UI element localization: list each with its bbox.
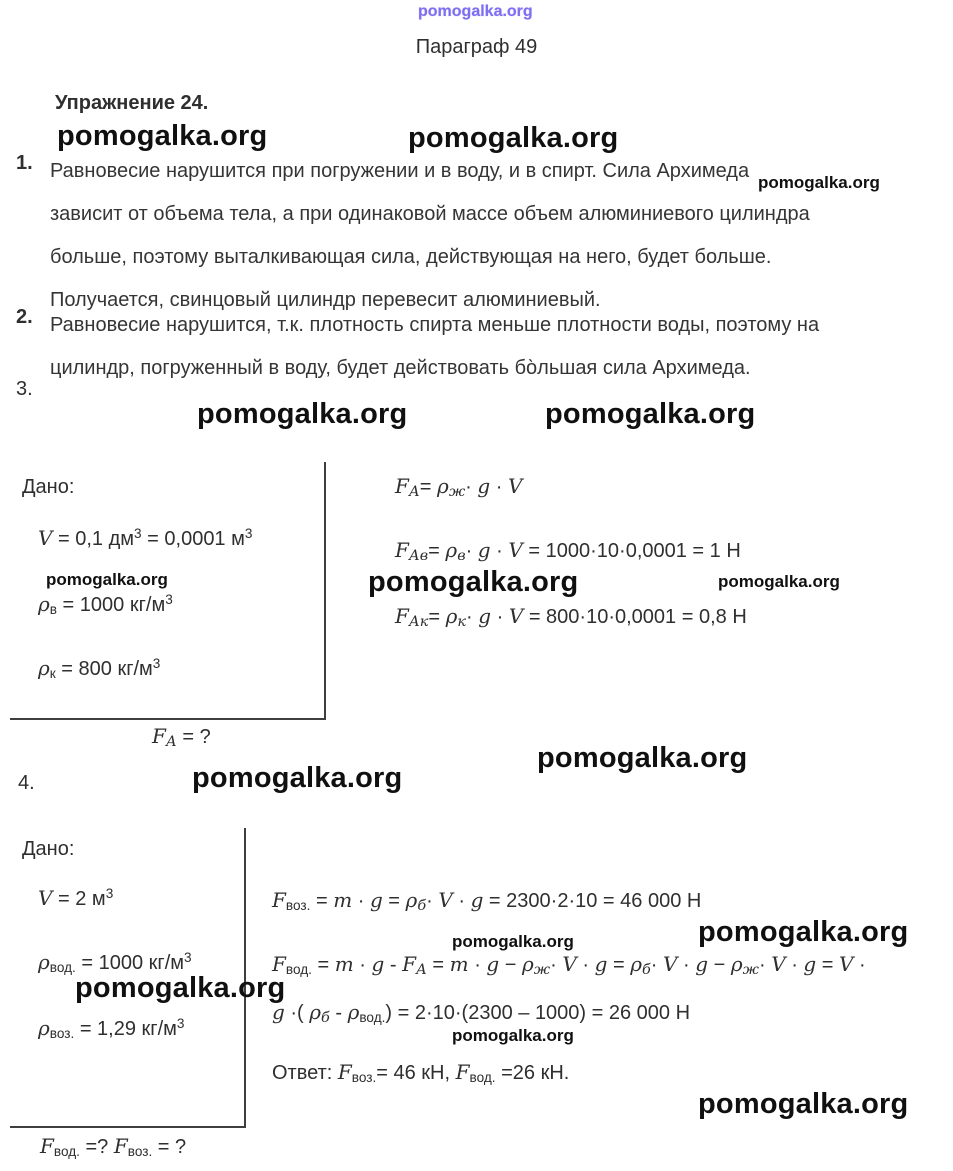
given-title: Дано: [22,476,75,498]
item-2-number: 2. [16,306,33,328]
formula-line: Fвоз. = m · g = ρб· V · g = 2300·2·10 = 46 000 Н [272,888,702,915]
given-line: ρвод. = 1000 $кг/м^3$ [38,950,192,975]
text-line: цилиндр, погруженный в воду, будет действовать бо̀льшая сила Архимеда. [50,357,751,379]
given-line: ρв = 1000 $кг/м^3$ [38,592,173,617]
watermark: pomogalka.org [192,762,403,794]
item-1-text [50,150,810,322]
watermark: pomogalka.org [408,122,619,154]
given-line: ρк = 800 $кг/м^3$ [38,656,161,681]
watermark: pomogalka.org [545,398,756,430]
given-line: V = 0,1 $дм^3 = 0,0001$ $м^3$ [38,526,253,550]
exercise-title: Упражнение 24. [55,92,209,114]
formula-line: FАв= ρв· g · V = 1000·10·0,0001 = 1 Н [395,538,741,565]
text-line: зависит от объема тела, а при одинаковой массе объем алюминиевого цилиндра [50,203,810,225]
page-title: Параграф 49 [415,36,538,58]
watermark: pomogalka.org [452,932,574,951]
watermark: pomogalka.org [57,120,268,152]
given-block-3 [10,462,326,720]
watermark: pomogalka.org [452,1026,574,1045]
watermark: pomogalka.org [698,1088,909,1120]
formula-line: Fвод. = m · g - FА = m · g − ρж· V · g = ρб· V · g − ρж· V · g = V · [272,952,866,979]
item-4-number: 4. [18,772,35,794]
given-question-3: FА = ? [152,724,211,751]
watermark: pomogalka.org [46,570,168,589]
item-2-text [50,304,819,390]
text-line: Получается, свинцовый цилиндр перевесит алюминиевый. [50,289,601,311]
formula-line: g ·( ρб - ρвод.) = 2·10·(2300 – 1000) = 26 000 Н [272,1000,691,1027]
item-1-number: 1. [16,152,33,174]
given-question-4: Fвод. =? Fвоз. = ? [40,1134,187,1159]
watermark: pomogalka.org [418,3,533,20]
watermark: pomogalka.org [75,972,286,1004]
text-line: больше, поэтому выталкивающая сила, действующая на него, будет больше. [50,246,772,268]
watermark: pomogalka.org [758,173,880,192]
given-title: Дано: [22,838,75,860]
item-3-number: 3. [16,378,33,400]
watermark: pomogalka.org [197,398,408,430]
watermark: pomogalka.org [368,566,579,598]
watermark: pomogalka.org [698,916,909,948]
watermark: pomogalka.org [537,742,748,774]
watermark: pomogalka.org [718,572,840,591]
given-line: ρвоз. = 1,29 $кг/м^3$ [38,1016,185,1041]
answer-line: Ответ: Fвоз.= 46 кН, Fвод. =26 кН. [272,1060,570,1085]
text-line: Равновесие нарушится при погружении и в воду, и в спирт. Сила Архимеда [50,160,750,182]
given-line: V = 2 $м^3$ [38,886,114,910]
formula-line: FАк= ρк· g · V = 800·10·0,0001 = 0,8 Н [395,604,747,631]
text-line: Равновесие нарушится, т.к. плотность спирта меньше плотности воды, поэтому на [50,314,820,336]
formula-line: FА= ρж· g · V [395,474,523,501]
